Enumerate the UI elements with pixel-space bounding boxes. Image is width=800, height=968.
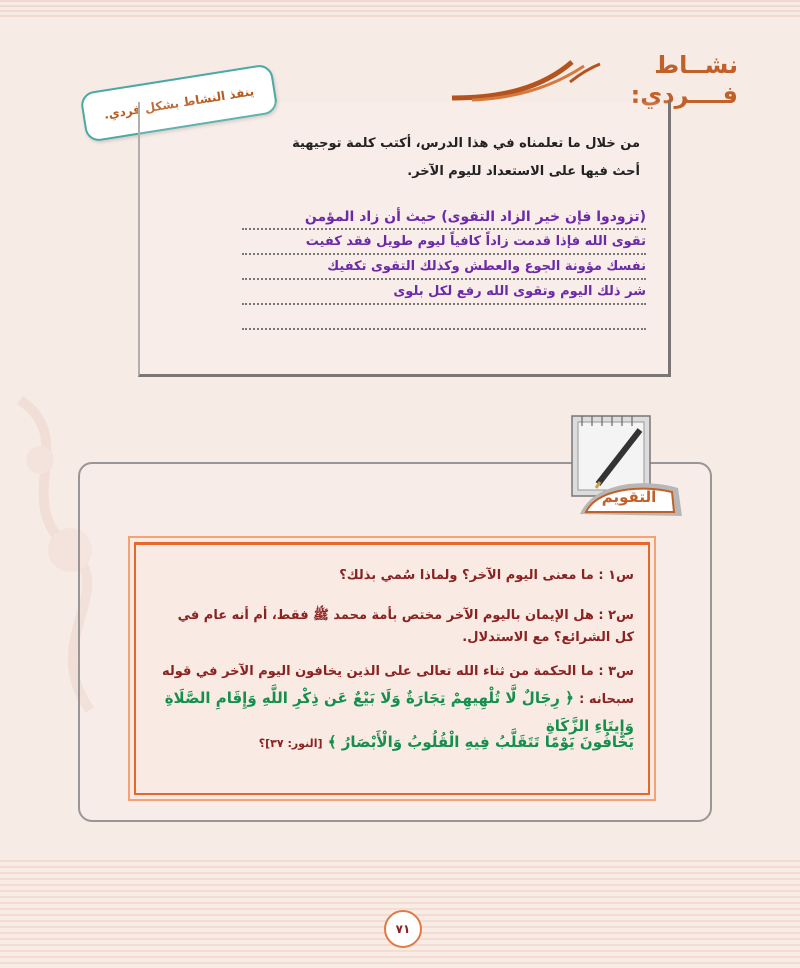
question-3: س٣ : ما الحكمة من ثناء الله تعالى على الذين يخافون اليوم الآخر في قوله: [161, 664, 634, 679]
answer-area[interactable]: [242, 206, 646, 331]
activity-title-line1: نشــاط: [654, 51, 738, 79]
question-1: س١ : ما معنى اليوم الآخر؟ ولماذا سُمي بذلك؟: [339, 568, 634, 583]
verse-text-2: يَخَافُونَ يَوْمًا تَتَقَلَّبُ فِيهِ الْقُلُوبُ وَالْأَبْصَارُ ﴾: [327, 733, 634, 751]
instruction-note: ينفذ النشاط بشكل فردي.: [79, 63, 278, 143]
prompt-line2: أحث فيها على الاستعداد لليوم الآخر.: [407, 164, 640, 179]
flourish-icon: [452, 54, 602, 104]
answer-line-1: (تزودوا فإن خير الزاد التقوى) حيث أن زاد المؤمن: [242, 206, 646, 230]
activity-prompt: [260, 130, 640, 186]
top-stripes: [0, 0, 800, 18]
activity-title: [630, 50, 738, 110]
answer-line-3: نفسك مؤونة الجوع والعطش وكذلك التقوى تكفيك: [242, 256, 646, 280]
question-card: [134, 542, 650, 795]
answer-line-2: تقوى الله فإذا قدمت زاداً كافياً ليوم طويل فقد كفيت: [242, 231, 646, 255]
verse-text-1: ﴿ رِجَالٌ لَّا تُلْهِيهِمْ تِجَارَةٌ وَلَا بَيْعٌ عَن ذِكْرِ اللَّهِ وَإِقَامِ الصَّلَاةِ وَإِيتَاءِ الزَّكَاةِ: [164, 689, 634, 735]
assessment-badge-label: التقويم: [601, 488, 657, 506]
prompt-line1: من خلال ما تعلمناه في هذا الدرس، أكتب كلمة توجيهية: [292, 136, 640, 151]
answer-line-4: شر ذلك اليوم وتقوى الله رفع لكل بلوى: [242, 281, 646, 305]
activity-title-line2: فــــردي:: [630, 81, 738, 109]
question-2: س٢ : هل الإيمان باليوم الآخر مختص بأمة محمد ﷺ فقط، أم أنه عام في كل الشرائع؟ مع الاستدلال.: [177, 608, 634, 645]
verse-reference: [النور: ٣٧]؟: [258, 737, 323, 750]
question-3-prefix: سبحانه :: [579, 692, 634, 707]
page-number: ٧١: [384, 910, 422, 948]
verse-line-2: [148, 729, 634, 757]
answer-line-5: [242, 306, 646, 330]
